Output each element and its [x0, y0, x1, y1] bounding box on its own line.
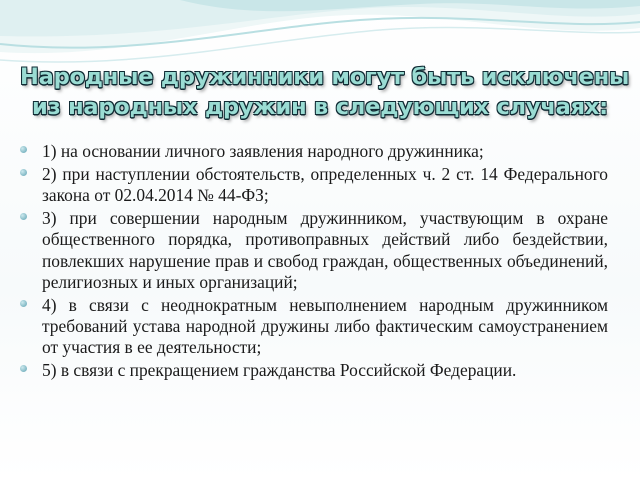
- list-item: [42, 141, 608, 162]
- bullet-icon: [20, 146, 27, 153]
- list-item: [42, 295, 608, 359]
- list-item-text: 4) в связи с неоднократным невыполнением народным дружинником требований устава народной дружины либо фактическим самоустранением от участия в ее деятельности;: [42, 294, 608, 358]
- bullet-icon: [20, 300, 27, 307]
- slide-title-line-2: из народных дружин в следующих случаях:: [32, 94, 608, 120]
- bullet-icon: [20, 365, 27, 372]
- list-item: [42, 208, 608, 293]
- list-item-text: 2) при наступлении обстоятельств, определенных ч. 2 ст. 14 Федерального закона от 02.04.2014 № 44-ФЗ;: [42, 163, 608, 206]
- bullet-icon: [20, 169, 27, 176]
- list-item-text: 1) на основании личного заявления народного дружинника;: [42, 141, 484, 161]
- list-item: [42, 360, 608, 381]
- list-item-text: 5) в связи с прекращением гражданства Российской Федерации.: [42, 360, 517, 381]
- slide-title-line-1: Народные дружинники могут быть исключены: [20, 64, 630, 90]
- bullet-icon: [20, 213, 27, 220]
- bullet-list: [42, 141, 608, 383]
- list-item: [42, 164, 608, 207]
- slide-title: [20, 62, 630, 122]
- list-item-text: 3) при совершении народным дружинником, участвующим в охране общественного порядка, противоправных действий либо бездействии, повлекших нарушение прав и свобод граждан, общественных объединений, религиозных и иных организаций;: [42, 208, 608, 292]
